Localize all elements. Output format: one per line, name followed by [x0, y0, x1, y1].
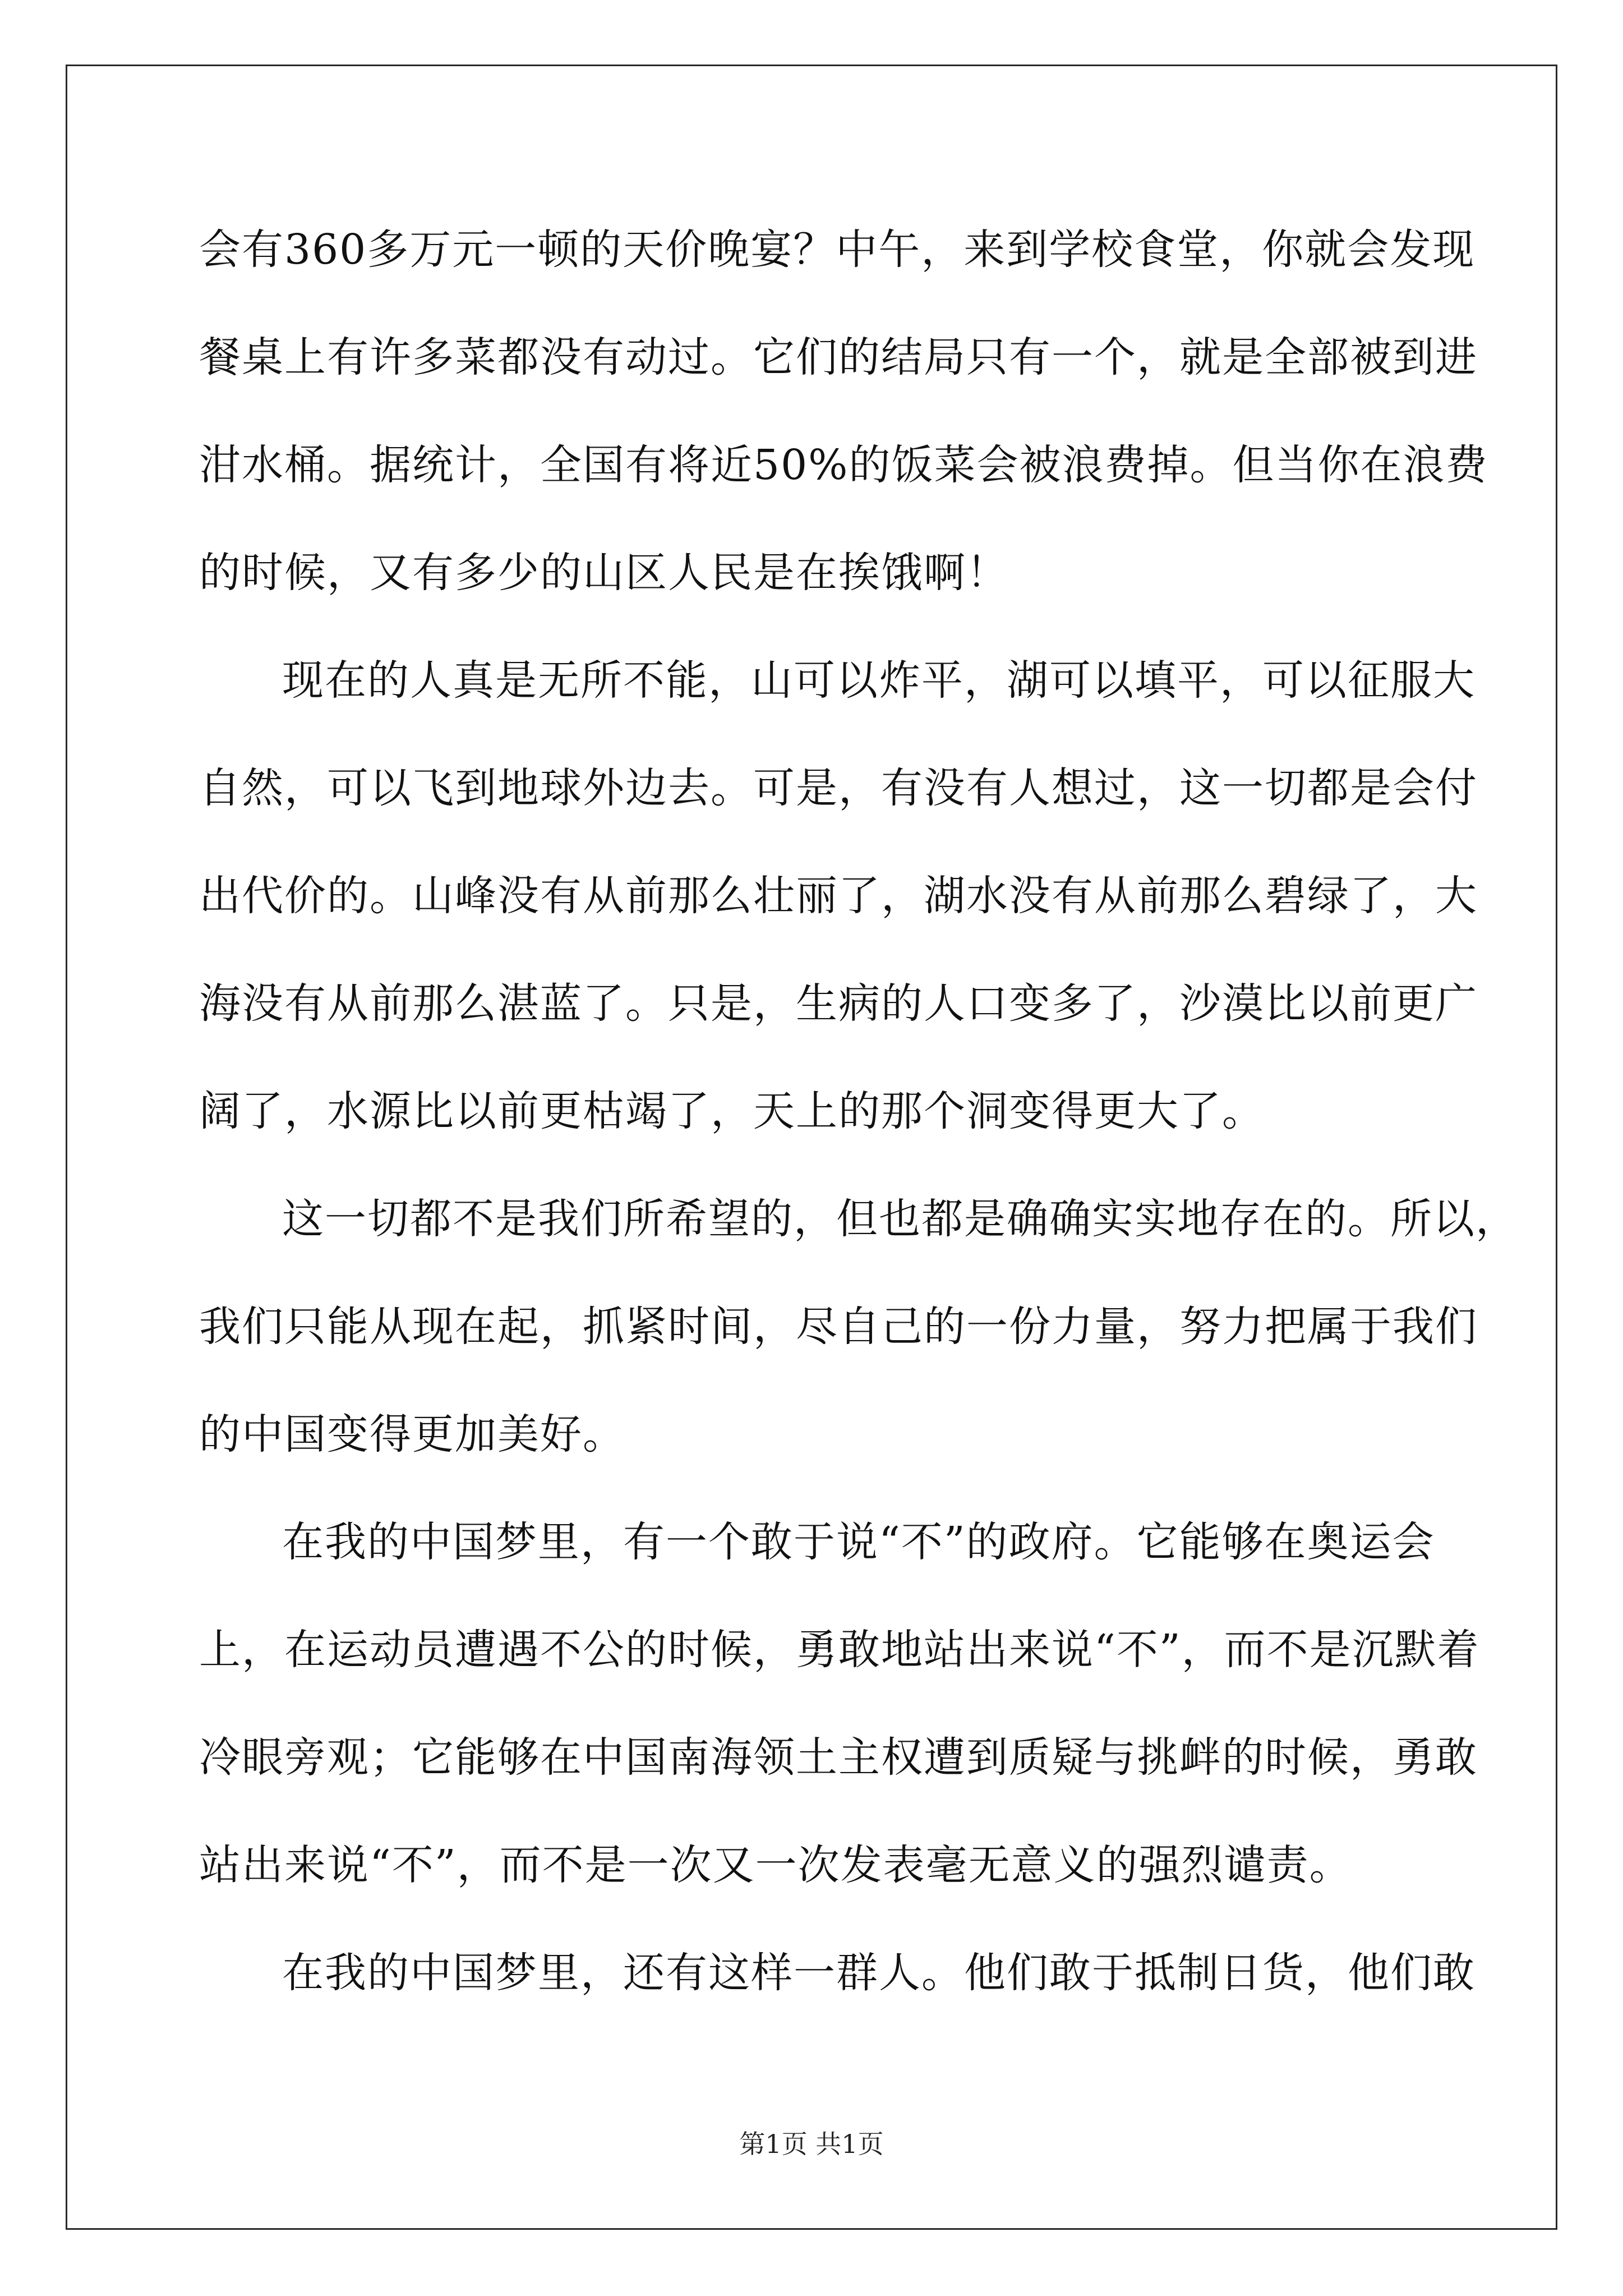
text-line: 我们只能从现在起，抓紧时间，尽自己的一份力量，努力把属于我们 [199, 1303, 1478, 1351]
document-body [199, 216, 1518, 2047]
paragraph-5 [199, 1939, 1476, 2047]
text-line: 泔水桶。据统计，全国有将近50%的饭菜会被浪费掉。但当你在浪费 [199, 441, 1488, 489]
text-line: 站出来说“不”，而不是一次又一次发表毫无意义的强烈谴责。 [199, 1841, 1352, 1889]
text-line: 的时候，又有多少的山区人民是在挨饿啊！ [199, 549, 1009, 597]
text-line: 出代价的。山峰没有从前那么壮丽了，湖水没有从前那么碧绿了，大 [199, 872, 1478, 920]
text-line: 的中国变得更加美好。 [199, 1410, 625, 1458]
text-line: 自然，可以飞到地球外边去。可是，有没有人想过，这一切都是会付 [199, 764, 1478, 812]
paragraph-4 [199, 1508, 1480, 1939]
paragraph-1 [199, 216, 1488, 647]
text-line: 上，在运动员遭遇不公的时候，勇敢地站出来说“不”，而不是沉默着 [199, 1626, 1480, 1674]
text-line: 海没有从前那么湛蓝了。只是，生病的人口变多了，沙漠比以前更广 [199, 979, 1478, 1028]
text-line: 阔了，水源比以前更枯竭了，天上的那个洞变得更大了。 [199, 1087, 1265, 1135]
paragraph-2 [199, 647, 1478, 1185]
page-footer: 第1页 共1页 [739, 2129, 884, 2159]
text-line: 会有360多万元一顿的天价晚宴？中午，来到学校食堂，你就会发现 [199, 226, 1476, 274]
text-line: 冷眼旁观；它能够在中国南海领土主权遭到质疑与挑衅的时候，勇敢 [199, 1733, 1478, 1782]
text-line: 在我的中国梦里，有一个敢于说“不”的政府。它能够在奥运会 [282, 1518, 1435, 1566]
text-line: 这一切都不是我们所希望的，但也都是确确实实地存在的。所以， [282, 1195, 1518, 1243]
text-line: 现在的人真是无所不能，山可以炸平，湖可以填平，可以征服大 [282, 656, 1476, 705]
text-line: 餐桌上有许多菜都没有动过。它们的结局只有一个，就是全部被到进 [199, 333, 1478, 381]
paragraph-3 [199, 1185, 1518, 1508]
text-line: 在我的中国梦里，还有这样一群人。他们敢于抵制日货，他们敢 [282, 1949, 1476, 1997]
